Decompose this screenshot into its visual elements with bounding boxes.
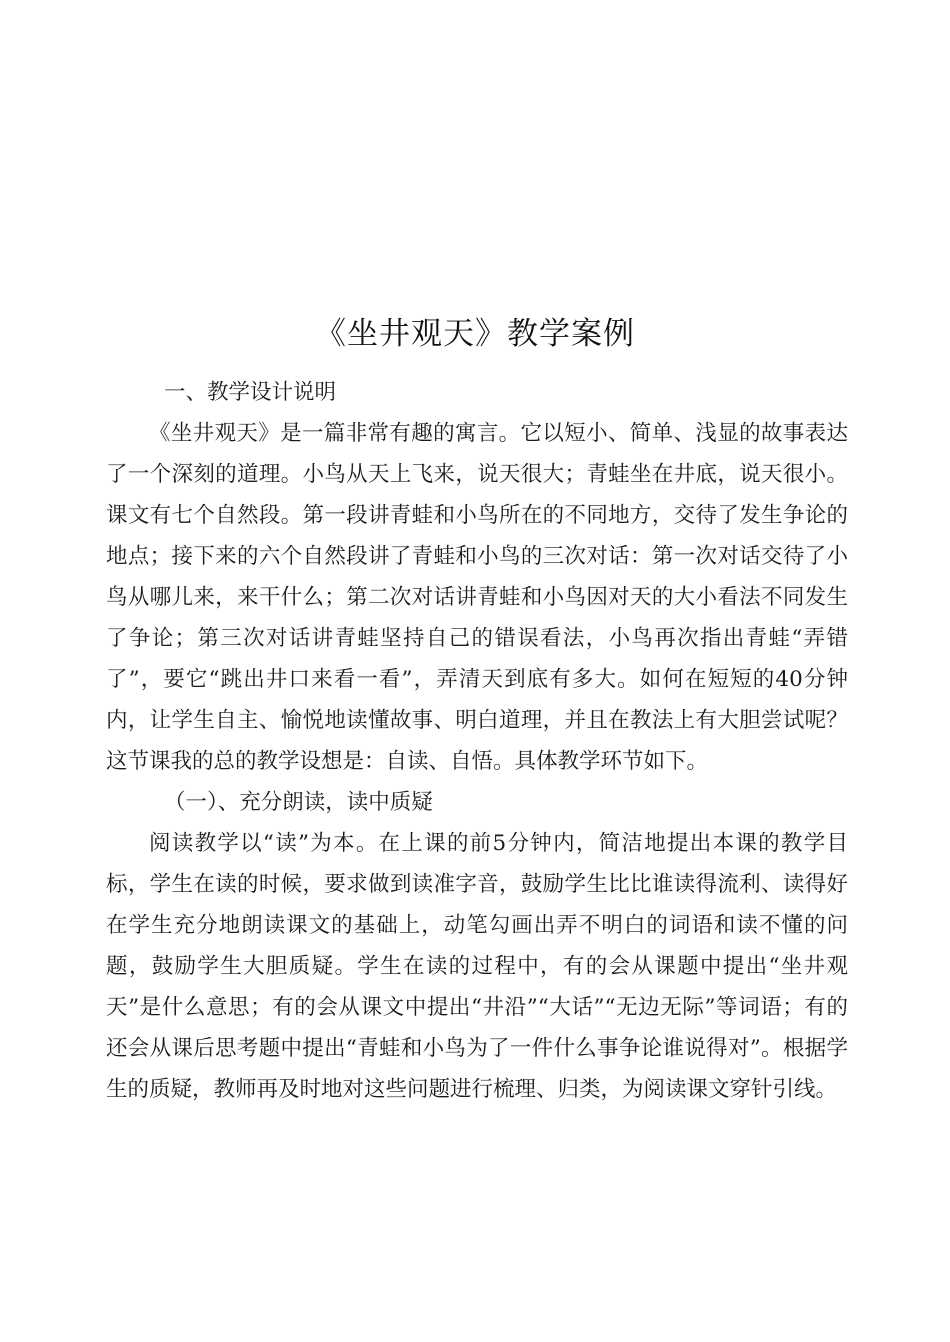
subsection-heading: （一）、充分朗读，读中质疑 (164, 790, 433, 815)
document-body (106, 372, 848, 1110)
document-title: 《坐井观天》教学案例 (315, 316, 635, 352)
paragraph: 《坐井观天》是一篇非常有趣的寓言。它以短小、简单、浅显的故事表达了一个深刻的道理。小鸟从天上飞来，说天很大；青蛙坐在井底，说天很小。课文有七个自然段。第一段讲青蛙和小鸟所在的不同地方，交待了发生争论的地点；接下来的六个自然段讲了青蛙和小鸟的三次对话：第一次对话交待了小鸟从哪儿来，来干什么；第二次对话讲青蛙和小鸟因对天的大小看法不同发生了争论；第三次对话讲青蛙坚持自己的错误看法，小鸟再次指出青蛙“弄错了”，要它“跳出井口来看一看”，弄清天到底有多大。如何在短短的40分钟内，让学生自主、愉悦地读懂故事、明白道理，并且在教法上有大胆尝试呢？这节课我的总的教学设想是：自读、自悟。具体教学环节如下。 (106, 421, 848, 774)
paragraph: 阅读教学以“读”为本。在上课的前5分钟内，简洁地提出本课的教学目标，学生在读的时候，要求做到读准字音，鼓励学生比比谁读得流利、读得好在学生充分地朗读课文的基础上，动笔勾画出弄不明白的词语和读不懂的问题，鼓励学生大胆质疑。学生在读的过程中，有的会从课题中提出“坐井观天”是什么意思；有的会从课文中提出“井沿”“大话”“无边无际”等词语；有的还会从课后思考题中提出“青蛙和小鸟为了一件什么事争论谁说得对”。根据学生的质疑，教师再及时地对这些问题进行梳理、归类，为阅读课文穿针引线。 (106, 831, 848, 1102)
section-heading: 一、教学设计说明 (164, 380, 337, 405)
